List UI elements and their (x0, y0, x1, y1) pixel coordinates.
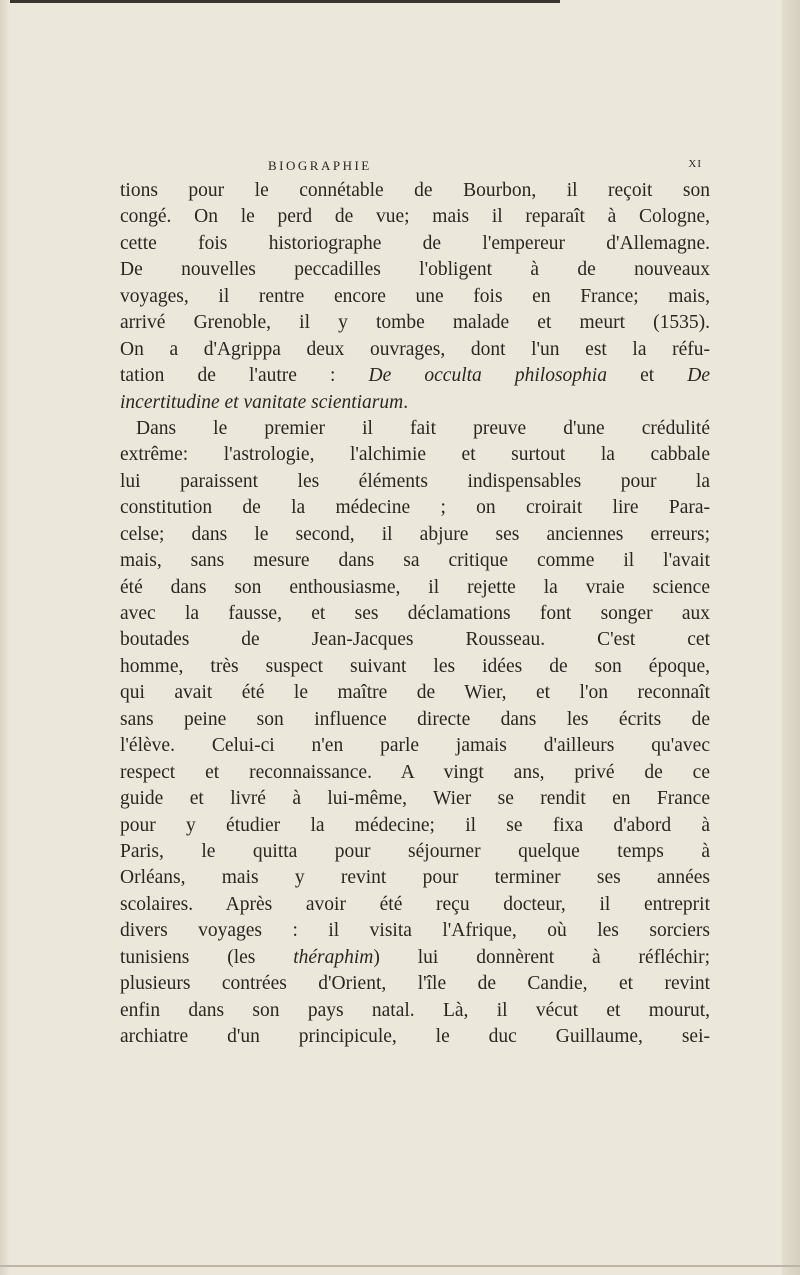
book-title: incertitudine et vanitate scientiarum (120, 391, 404, 413)
text-line: arrivé Grenoble, il y tombe malade et meurt (1535). (120, 312, 710, 334)
page-number: XI (688, 158, 702, 170)
running-title: BIOGRAPHIE (268, 158, 372, 173)
text-line: été dans son enthousiasme, il rejette la vraie science (120, 576, 710, 598)
book-title: De occulta philosophia (368, 365, 607, 387)
top-scan-edge (0, 0, 560, 3)
text-line: homme, très suspect suivant les idées de son époque, (120, 655, 710, 677)
text-line: celse; dans le second, il abjure ses anciennes erreurs; (120, 523, 710, 545)
text-line: qui avait été le maître de Wier, et l'on reconnaît (120, 682, 710, 704)
text-line: Paris, le quitta pour séjourner quelque temps à (120, 840, 710, 862)
text-line: Dans le premier il fait preuve d'une crédulité (136, 417, 710, 439)
text-line: constitution de la médecine ; on croirait lire Para- (120, 497, 710, 519)
text-line: tions pour le connétable de Bourbon, il reçoit son (120, 180, 710, 201)
text-line: respect et reconnaissance. A vingt ans, privé de ce (120, 761, 710, 783)
running-head (140, 158, 710, 176)
text-line: archiatre d'un principicule, le duc Guillaume, sei- (120, 1026, 710, 1047)
page-left-edge (0, 0, 10, 1275)
text-line: guide et livré à lui-même, Wier se rendit en France (120, 788, 710, 810)
book-title: De (687, 365, 711, 387)
text-line: pour y étudier la médecine; il se fixa d'abord à (120, 814, 710, 836)
body-text (120, 178, 710, 1050)
text-line: On a d'Agrippa deux ouvrages, dont l'un est la réfu- (120, 338, 710, 360)
text-line: De nouvelles peccadilles l'obligent à de nouveaux (120, 259, 710, 281)
text-line: congé. On le perd de vue; mais il reparaît à Cologne, (120, 206, 710, 228)
text-line: Orléans, mais y revint pour terminer ses années (120, 867, 710, 889)
text-line: tunisiens (les théraphim) lui donnèrent à réfléchir; (120, 946, 710, 968)
text-line: scolaires. Après avoir été reçu docteur, il entreprit (120, 893, 710, 915)
text-line: plusieurs contrées d'Orient, l'île de Candie, et revint (120, 973, 710, 995)
text-line: divers voyages : il visita l'Afrique, où les sorciers (120, 920, 710, 942)
text-line: avec la fausse, et ses déclamations font songer aux (120, 603, 710, 624)
text-line: mais, sans mesure dans sa critique comme il l'avait (120, 550, 710, 572)
text-line: tation de l'autre : De occulta philosophia et De (120, 365, 711, 387)
text-line: sans peine son influence directe dans les écrits de (120, 708, 710, 730)
text-line: boutades de Jean-Jacques Rousseau. C'est cet (120, 629, 710, 651)
text-line: cette fois historiographe de l'empereur d'Allemagne. (120, 232, 710, 254)
text-line: l'élève. Celui-ci n'en parle jamais d'ailleurs qu'avec (120, 735, 710, 757)
page-right-edge (782, 0, 800, 1275)
italic-term: théraphim (293, 946, 374, 968)
text-line: voyages, il rentre encore une fois en France; mais, (120, 285, 710, 307)
text-line: lui paraissent les éléments indispensables pour la (120, 470, 710, 492)
text-line: incertitudine et vanitate scientiarum. (120, 391, 409, 413)
bottom-scan-edge (0, 1265, 800, 1267)
text-line: extrême: l'astrologie, l'alchimie et surtout la cabbale (120, 444, 710, 466)
text-line: enfin dans son pays natal. Là, il vécut et mourut, (120, 999, 710, 1021)
